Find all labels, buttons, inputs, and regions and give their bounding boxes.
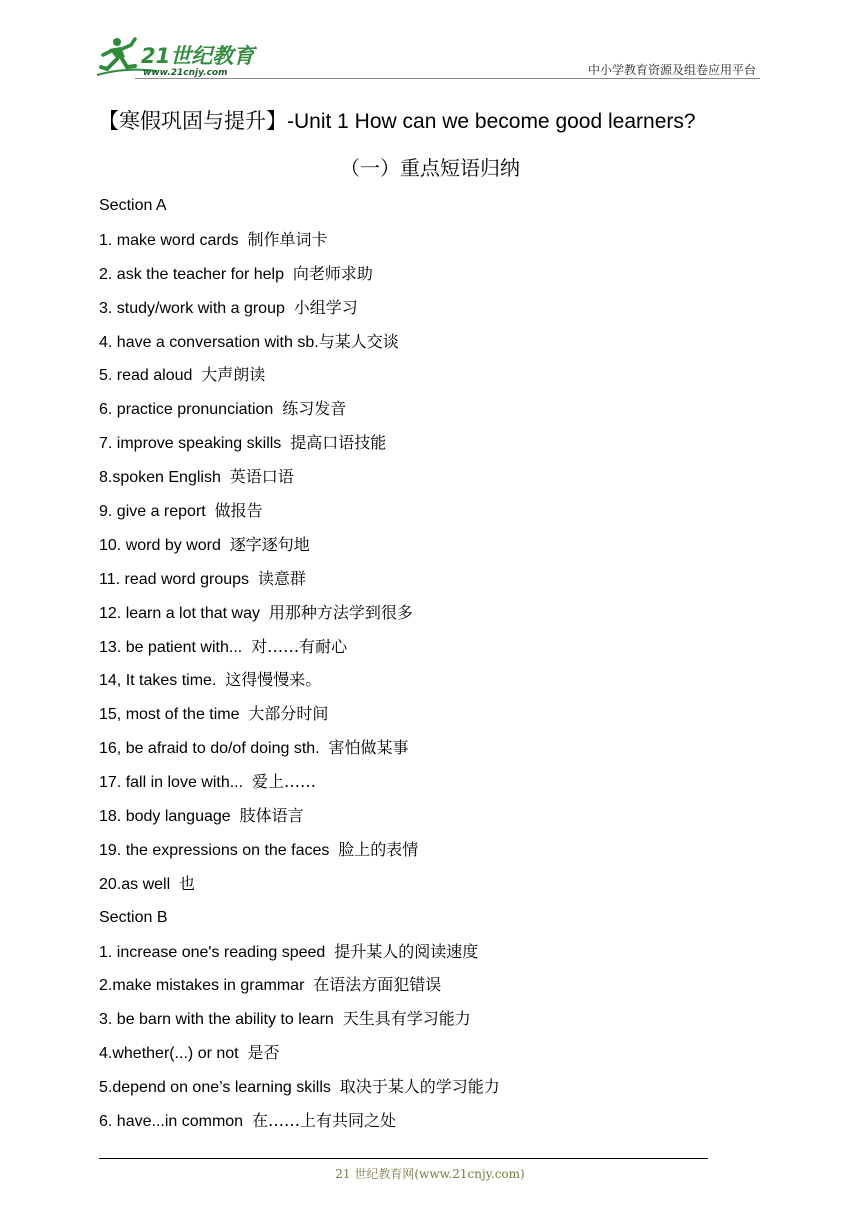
list-item bbox=[99, 633, 739, 667]
title-unit: -Unit 1 How can we become good learners? bbox=[287, 110, 696, 133]
phrase-cn: 大部分时间 bbox=[248, 704, 329, 724]
list-item bbox=[99, 802, 739, 836]
page-header bbox=[95, 33, 760, 81]
list-item bbox=[99, 395, 739, 429]
phrase-en: 6. have...in common bbox=[99, 1113, 244, 1131]
phrase-en: 13. be patient with... bbox=[99, 638, 243, 656]
phrase-en: 7. improve speaking skills bbox=[99, 435, 282, 453]
phrase-en: 2.make mistakes in grammar bbox=[99, 977, 305, 995]
phrase-en: 4. have a conversation with sb. bbox=[99, 333, 319, 351]
phrase-cn: 在语法方面犯错误 bbox=[313, 975, 442, 995]
list-item bbox=[99, 429, 739, 463]
phrase-cn: 取决于某人的学习能力 bbox=[339, 1077, 500, 1097]
phrase-en: 4.whether(...) or not bbox=[99, 1045, 239, 1063]
list-item bbox=[99, 1039, 739, 1073]
list-item bbox=[99, 904, 739, 938]
phrase-cn: 提升某人的阅读速度 bbox=[334, 941, 479, 961]
phrase-cn: 与某人交谈 bbox=[318, 331, 399, 351]
phrase-cn: 做报告 bbox=[214, 501, 263, 521]
list-item bbox=[99, 666, 739, 700]
phrase-cn: 肢体语言 bbox=[239, 806, 304, 826]
phrase-cn: 天生具有学习能力 bbox=[342, 1009, 471, 1029]
list-item bbox=[99, 1005, 739, 1039]
list-item bbox=[99, 328, 739, 362]
phrase-cn: 爱上…… bbox=[251, 772, 316, 792]
phrase-cn: 练习发音 bbox=[282, 399, 347, 419]
header-divider bbox=[135, 78, 760, 79]
phrase-cn: 读意群 bbox=[257, 568, 306, 588]
list-item bbox=[99, 1107, 739, 1141]
list-item bbox=[99, 599, 739, 633]
list-item bbox=[99, 361, 739, 395]
phrase-en: 10. word by word bbox=[99, 536, 221, 554]
phrase-en: 1. increase one's reading speed bbox=[99, 943, 326, 961]
phrase-cn: 是否 bbox=[247, 1043, 280, 1063]
phrase-en: 20.as well bbox=[99, 875, 171, 893]
phrase-cn: 小组学习 bbox=[293, 297, 358, 317]
list-item bbox=[99, 497, 739, 531]
phrase-cn: 提高口语技能 bbox=[290, 433, 387, 453]
list-item bbox=[99, 294, 739, 328]
phrase-en: 5. read aloud bbox=[99, 367, 193, 385]
phrase-en: Section A bbox=[99, 197, 167, 214]
phrase-en: 5.depend on one’s learning skills bbox=[99, 1079, 331, 1097]
list-item bbox=[99, 734, 739, 768]
footer-text: 21 世纪教育网(www.21cnjy.com) bbox=[335, 1167, 525, 1181]
phrase-cn: 逐字逐句地 bbox=[229, 534, 310, 554]
list-item bbox=[99, 971, 739, 1005]
phrase-en: 2. ask the teacher for help bbox=[99, 265, 284, 283]
phrase-en: 15, most of the time bbox=[99, 706, 240, 724]
phrase-cn: 英语口语 bbox=[229, 467, 294, 487]
list-item bbox=[99, 768, 739, 802]
title-tag: 【寒假巩固与提升】 bbox=[98, 109, 287, 133]
list-item bbox=[99, 463, 739, 497]
phrase-cn: 大声朗读 bbox=[201, 365, 266, 385]
phrase-cn: 对……有耐心 bbox=[251, 636, 348, 656]
phrase-en: 11. read word groups bbox=[99, 570, 250, 588]
list-item bbox=[99, 192, 739, 226]
document-title bbox=[98, 105, 778, 135]
phrase-cn: 害怕做某事 bbox=[328, 738, 409, 758]
phrase-cn: 在……上有共同之处 bbox=[251, 1111, 396, 1131]
phrase-en: 3. study/work with a group bbox=[99, 299, 285, 317]
phrase-en: 16, be afraid to do/of doing sth. bbox=[99, 740, 320, 758]
phrase-en: 14, It takes time. bbox=[99, 672, 217, 690]
site-logo bbox=[95, 33, 260, 81]
phrase-cn: 脸上的表情 bbox=[338, 839, 419, 859]
logo-url: www.21cnjy.com bbox=[143, 68, 228, 78]
phrase-cn: 向老师求助 bbox=[292, 263, 373, 283]
list-item bbox=[99, 226, 739, 260]
phrase-en: 12. learn a lot that way bbox=[99, 604, 260, 622]
list-item bbox=[99, 531, 739, 565]
phrase-en: 17. fall in love with... bbox=[99, 774, 244, 792]
footer-divider bbox=[99, 1158, 708, 1159]
phrase-en: 18. body language bbox=[99, 808, 231, 826]
phrase-en: 9. give a report bbox=[99, 503, 206, 521]
list-item bbox=[99, 260, 739, 294]
phrase-en: Section B bbox=[99, 908, 168, 926]
section-heading: （一）重点短语归纳 bbox=[340, 156, 520, 180]
phrase-en: 3. be barn with the ability to learn bbox=[99, 1011, 334, 1029]
list-item bbox=[99, 938, 739, 972]
list-item bbox=[99, 700, 739, 734]
phrase-cn: 用那种方法学到很多 bbox=[268, 602, 413, 622]
phrase-cn: 也 bbox=[179, 873, 196, 893]
logo-text: 21世纪教育 bbox=[141, 44, 255, 68]
list-item bbox=[99, 1073, 739, 1107]
phrase-cn: 这得慢慢来。 bbox=[225, 670, 322, 690]
phrase-cn: 制作单词卡 bbox=[247, 229, 328, 249]
list-item bbox=[99, 836, 739, 870]
phrase-en: 1. make word cards bbox=[99, 231, 239, 249]
list-item bbox=[99, 870, 739, 904]
phrase-en: 19. the expressions on the faces bbox=[99, 841, 330, 859]
header-platform-text: 中小学教育资源及组卷应用平台 bbox=[587, 63, 756, 77]
phrase-list bbox=[99, 192, 739, 1141]
list-item bbox=[99, 565, 739, 599]
phrase-en: 6. practice pronunciation bbox=[99, 401, 274, 419]
phrase-en: 8.spoken English bbox=[99, 469, 221, 487]
